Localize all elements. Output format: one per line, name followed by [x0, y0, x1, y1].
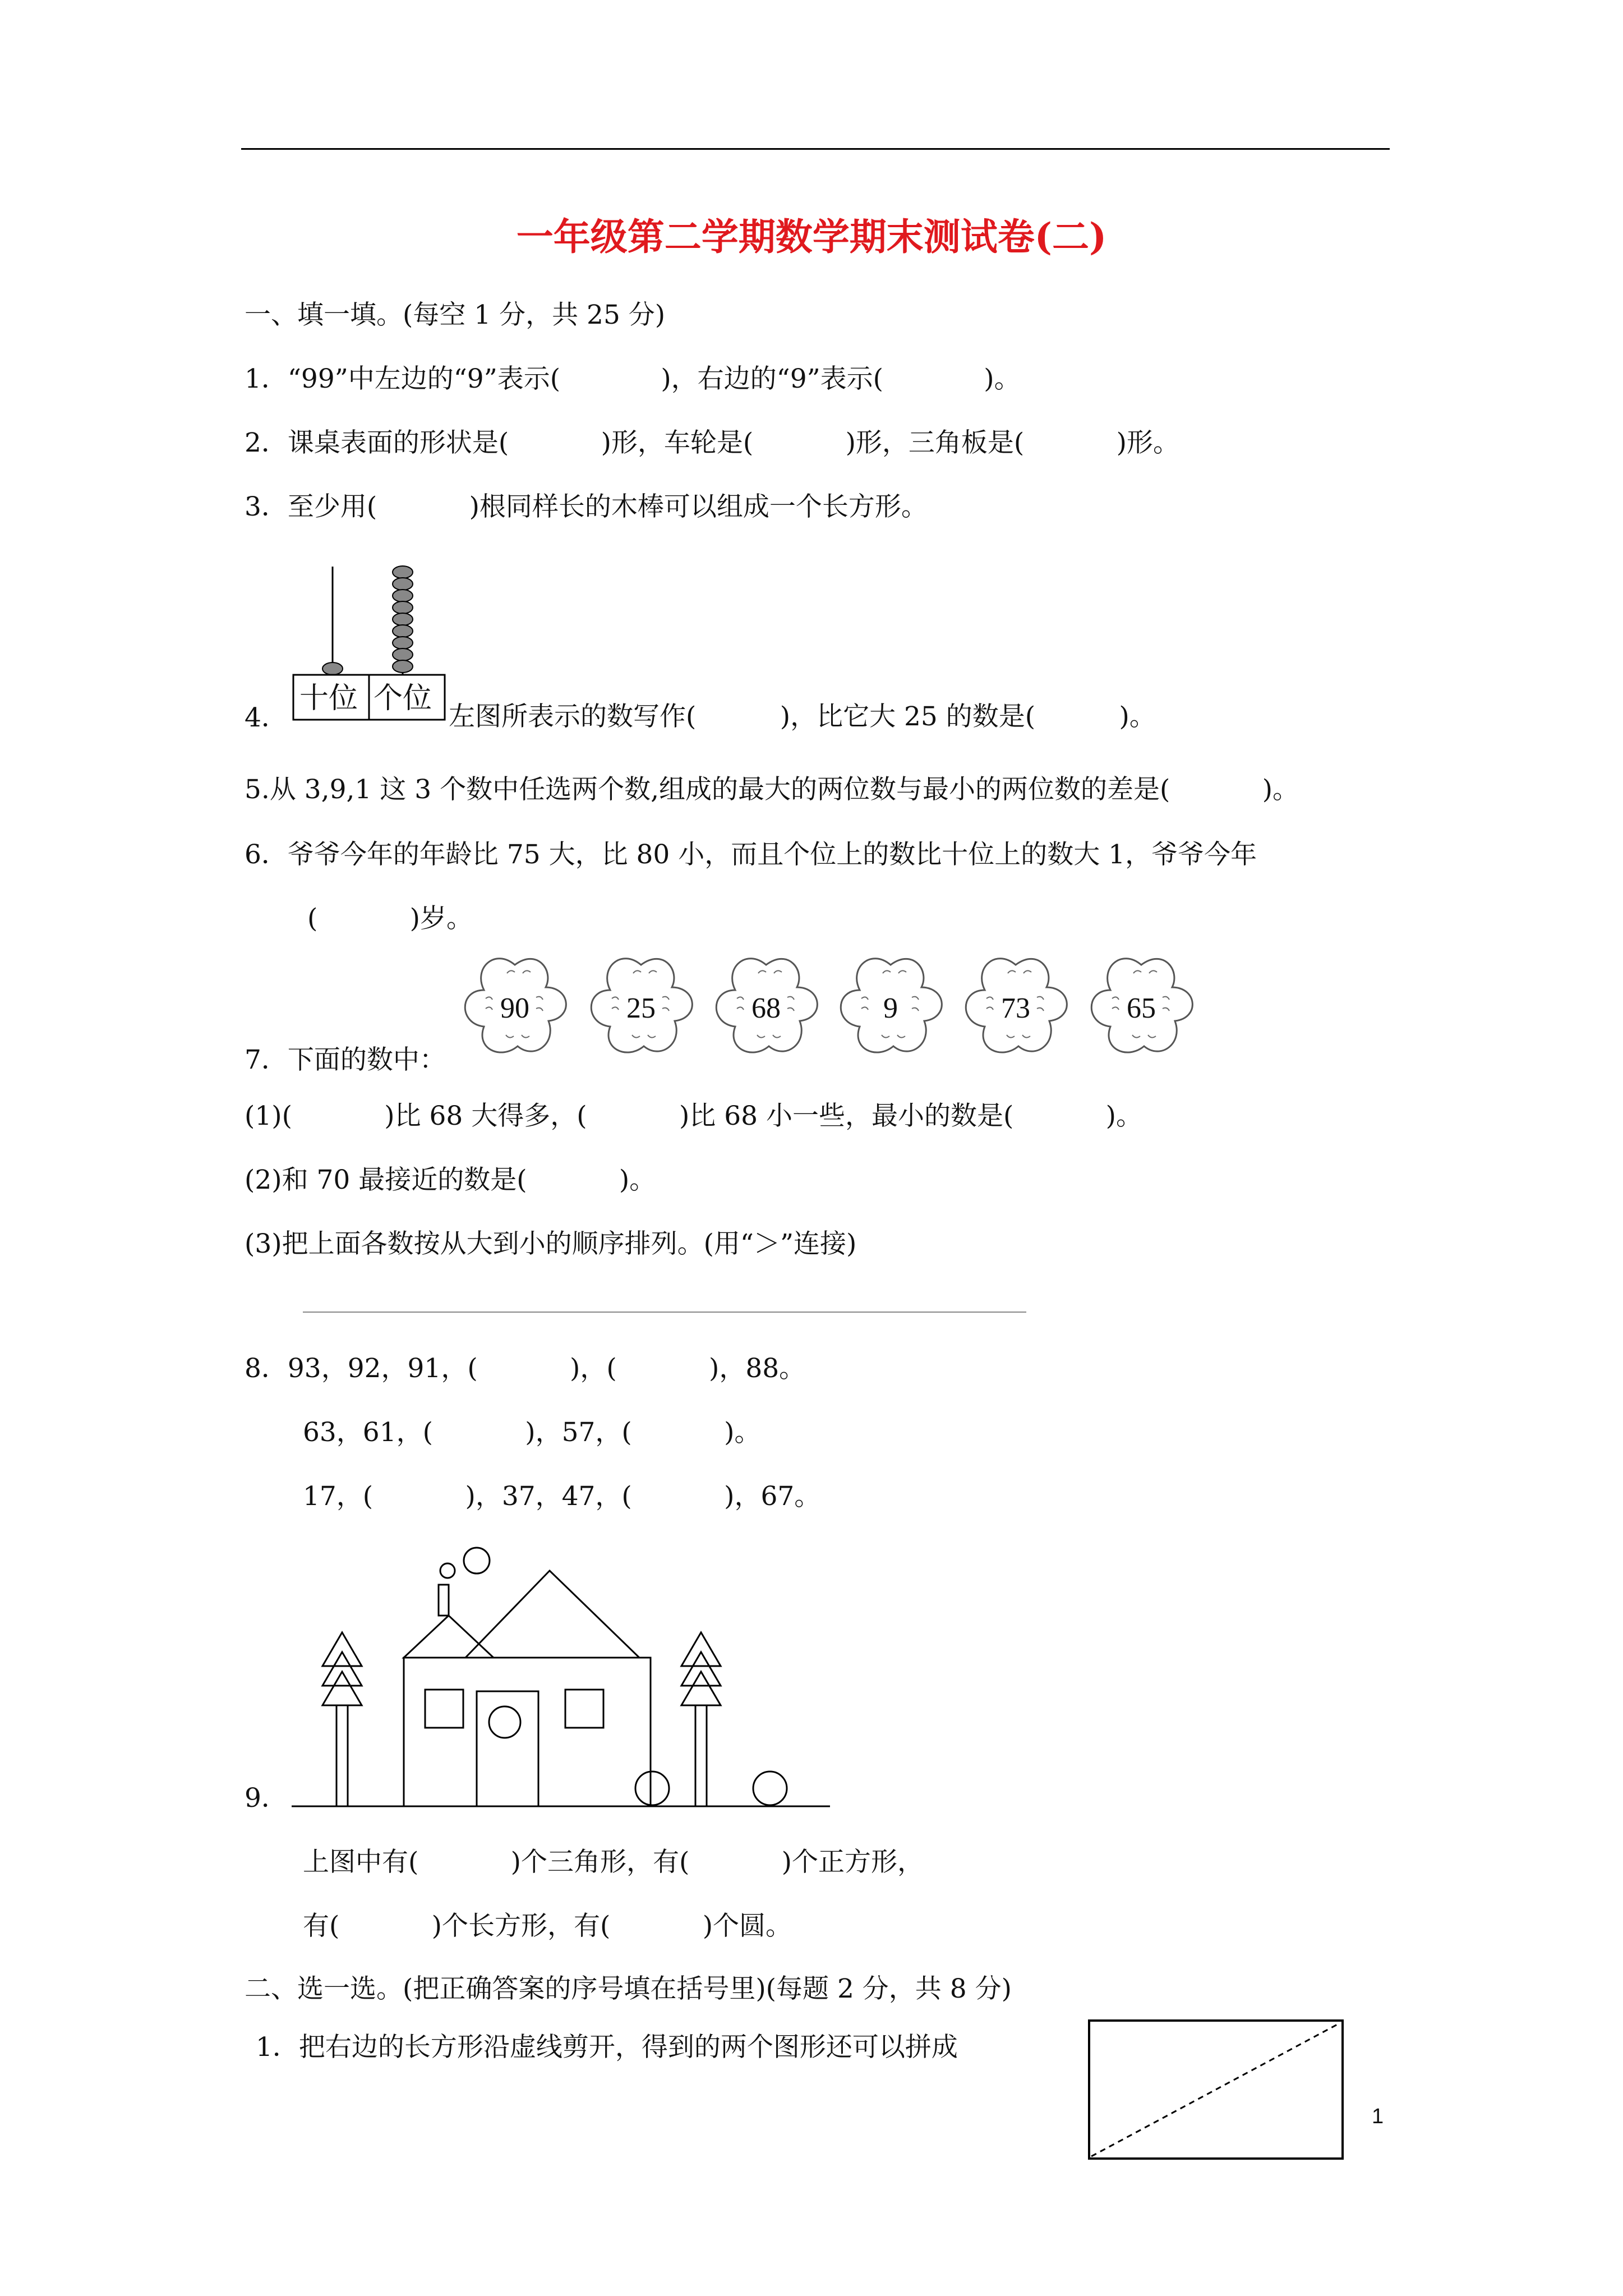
question-7-part2: (2)和 70 最接近的数是( )。 — [245, 1165, 656, 1195]
question-9-line1: 上图中有( )个三角形，有( )个正方形， — [303, 1847, 924, 1878]
question-8-line1: 8．93，92，91，( )，( )，88。 — [245, 1353, 806, 1384]
flower-number: 25 — [626, 992, 656, 1024]
question-2: 2．课桌表面的形状是( )形，车轮是( )形，三角板是( )形。 — [245, 427, 1179, 458]
question-7: 7．下面的数中： — [245, 1045, 446, 1075]
abacus-label-tens: 十位 — [299, 682, 358, 715]
question-5: 5.从 3,9,1 这 3 个数中任选两个数,组成的最大的两位数与最小的两位数的差是( )。 — [245, 774, 1299, 805]
question-8-line2: 63，61，( )，57，( )。 — [303, 1417, 761, 1448]
answer-line — [303, 1312, 1026, 1313]
section2-question-1: 1．把右边的长方形沿虚线剪开，得到的两个图形还可以拼成 — [256, 2032, 958, 2063]
section2-heading: 二、选一选。(把正确答案的序号填在括号里)(每题 2 分，共 8 分) — [245, 1973, 1012, 2004]
rectangle-figure — [1087, 2018, 1350, 2164]
flower-number: 9 — [883, 992, 898, 1024]
question-6-line1: 6．爷爷今年的年龄比 75 大，比 80 小，而且个位上的数比十位上的数大 1，爷爷今年 — [245, 839, 1257, 870]
question-8-line3: 17，( )，37，47，( )，67。 — [303, 1481, 821, 1512]
question-4-text: 左图所表示的数写作( )，比它大 25 的数是( )。 — [449, 701, 1156, 732]
question-7-part1: (1)( )比 68 大得多，( )比 68 小一些，最小的数是( )。 — [245, 1101, 1142, 1131]
flower-number: 65 — [1127, 992, 1156, 1024]
section1-heading: 一、填一填。(每空 1 分，共 25 分) — [245, 300, 666, 330]
abacus-label-ones: 个位 — [374, 682, 432, 715]
question-3: 3．至少用( )根同样长的木棒可以组成一个长方形。 — [245, 491, 928, 522]
question-7-part3: (3)把上面各数按从大到小的顺序排列。(用“＞”连接) — [245, 1228, 857, 1259]
house-figure — [280, 1526, 841, 1812]
question-6-line2: ( )岁。 — [307, 903, 473, 934]
question-9-number: 9． — [245, 1783, 288, 1814]
page-number: 1 — [1372, 2105, 1384, 2128]
question-1: 1．“99”中左边的“9”表示( )，右边的“9”表示( )。 — [245, 364, 1021, 394]
header-rule — [241, 148, 1390, 150]
flower-numbers — [459, 948, 1210, 1060]
flower-number: 90 — [500, 992, 529, 1024]
question-4-number: 4． — [245, 702, 288, 733]
flower-number: 73 — [1001, 992, 1030, 1024]
page-title: 一年级第二学期数学期末测试卷(二) — [516, 215, 1107, 259]
flower-number: 68 — [751, 992, 781, 1024]
question-9-line2: 有( )个长方形，有( )个圆。 — [303, 1911, 792, 1941]
